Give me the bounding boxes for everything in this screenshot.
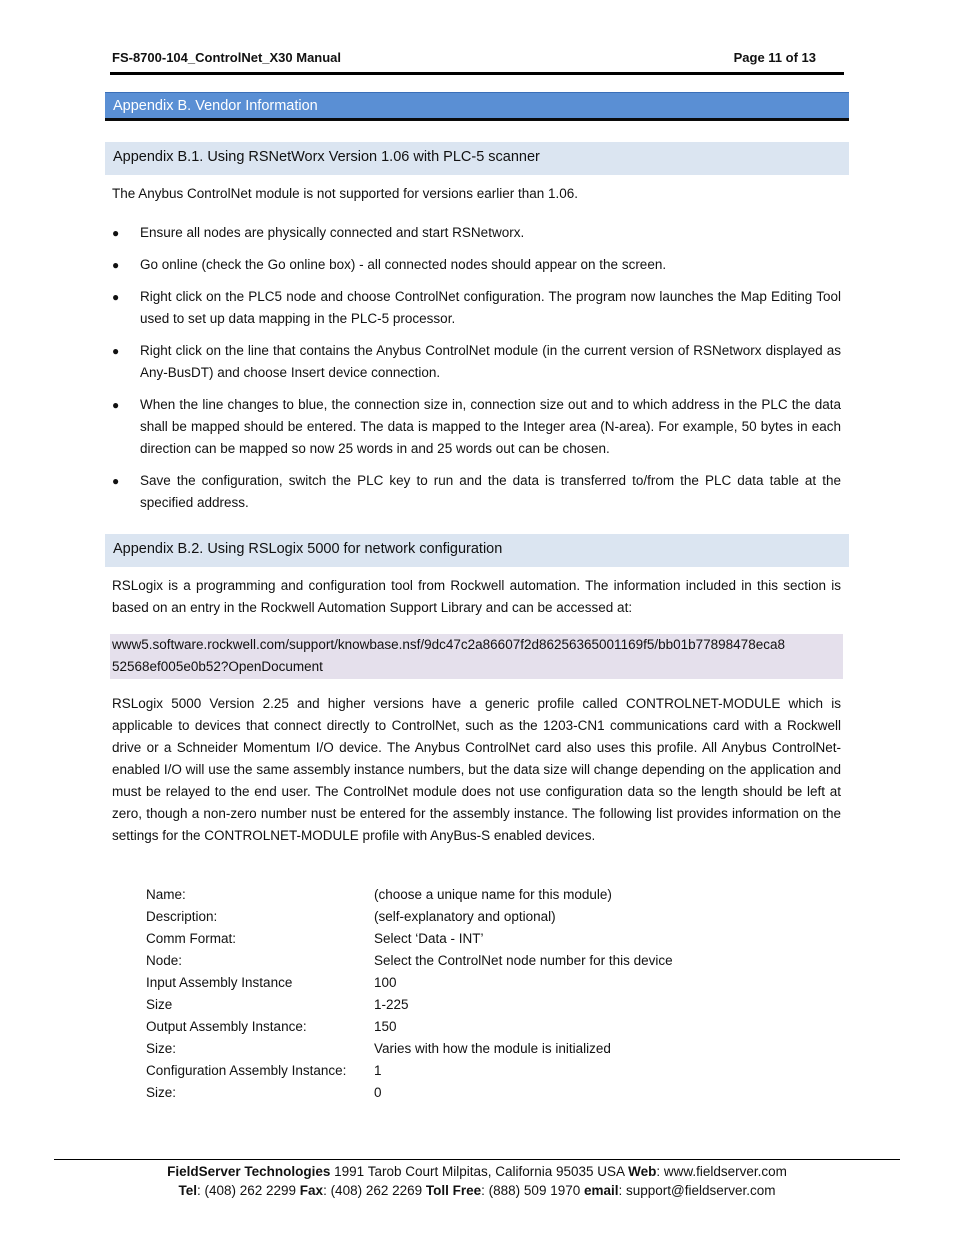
list-item: ● Ensure all nodes are physically connected and start RSNetworx.: [112, 222, 841, 244]
bullet-icon: ●: [112, 258, 120, 272]
footer-tel-label: Tel: [178, 1183, 197, 1198]
appendix-heading-text: Appendix B. Vendor Information: [113, 98, 318, 114]
bullet-icon: ●: [112, 290, 120, 304]
document-title: FS-8700-104_ControlNet_X30 Manual: [112, 50, 342, 65]
setting-key: Input Assembly Instance: [146, 975, 293, 990]
footer-fax-label: Fax: [299, 1183, 324, 1198]
footer-rule: [54, 1159, 900, 1160]
footer-tollfree-label: Toll Free: [425, 1183, 482, 1198]
footer-line-1: [0, 1162, 954, 1181]
section-b2-title: Appendix B.2. Using RSLogix 5000 for network configuration: [113, 541, 503, 557]
list-item: ● When the line changes to blue, the connection size in, connection size out and to which address in the PLC the data shall be mapped should be entered. The data is mapped to the Integer area (N-area). For example, 50 bytes in each direction can be mapped so now 25 words in and 25 words out can be chosen.: [112, 394, 841, 460]
bullet-icon: ●: [112, 474, 120, 488]
settings-row: [146, 1082, 673, 1104]
section-b2-body: RSLogix 5000 Version 2.25 and higher versions have a generic profile called CONTROLNET-MODULE which is applicable to devices that connect directly to ControlNet, such as the 1203-CN1 communications card with a Rockwell drive or a Schneider Momentum I/O device. The Anybus ControlNet card also uses this profile. All Anybus ControlNet-enabled I/O will use the same assembly instance numbers, but the data size will change depending on the application and must be relayed to the end user. The ControlNet module does not use configuration data so the length should be left at zero, though a non-zero number nust be entered for the assembly instance. The following list provides information on the settings for the CONTROLNET-MODULE profile with AnyBus-S enabled devices.: [112, 696, 841, 843]
bullet-icon: ●: [112, 226, 120, 240]
footer-email-label: email: [583, 1183, 619, 1198]
support-library-url[interactable]: [110, 634, 843, 679]
setting-key: Output Assembly Instance:: [146, 1019, 307, 1034]
settings-row: [146, 1038, 673, 1060]
profile-settings-list: [146, 884, 673, 1104]
setting-key: Size:: [146, 1085, 177, 1100]
bullet-icon: ●: [112, 344, 120, 358]
bullet-icon: ●: [112, 398, 120, 412]
setting-value: 1-225: [374, 997, 409, 1012]
settings-row: [146, 1016, 673, 1038]
page-header: [112, 50, 816, 65]
page-number: Page 11 of 13: [733, 50, 816, 65]
setting-key: Node:: [146, 953, 183, 968]
appendix-heading: [105, 92, 849, 121]
list-item: ● Save the configuration, switch the PLC key to run and the data is transferred to/from the PLC data table at the specified address.: [112, 470, 841, 514]
setting-key: Comm Format:: [146, 931, 237, 946]
section-b1-steps: [112, 222, 841, 524]
setting-value: 100: [374, 975, 397, 990]
settings-row: [146, 972, 673, 994]
setting-value: Select the ControlNet node number for this device: [374, 953, 673, 968]
settings-row: [146, 928, 673, 950]
url-line-1: www5.software.rockwell.com/support/knowbase.nsf/9dc47c2a86607f2d86256365001169f5/bb01b77898478eca8: [112, 637, 785, 652]
section-b1-intro: The Anybus ControlNet module is not supported for versions earlier than 1.06.: [112, 186, 579, 201]
setting-value: Varies with how the module is initialized: [374, 1041, 611, 1056]
footer-web-label: Web: [628, 1164, 657, 1179]
section-b1-heading: [105, 142, 849, 175]
setting-key: Size: [146, 997, 173, 1012]
footer-web-link[interactable]: : www.fieldserver.com: [656, 1164, 787, 1179]
setting-key: Configuration Assembly Instance:: [146, 1063, 347, 1078]
footer-email-link[interactable]: : support@fieldserver.com: [618, 1183, 776, 1198]
footer-tollfree-value: : (888) 509 1970: [481, 1183, 584, 1198]
setting-value: (choose a unique name for this module): [374, 887, 612, 902]
list-item: ● Right click on the PLC5 node and choose ControlNet configuration. The program now launches the Map Editing Tool used to set up data mapping in the PLC-5 processor.: [112, 286, 841, 330]
setting-key: Size:: [146, 1041, 177, 1056]
footer-address: 1991 Tarob Court Milpitas, California 95035 USA: [330, 1164, 629, 1179]
section-b2-heading: [105, 534, 849, 567]
section-b1-title: Appendix B.1. Using RSNetWorx Version 1.06 with PLC-5 scanner: [113, 149, 540, 165]
settings-row: [146, 950, 673, 972]
footer-company: FieldServer Technologies: [167, 1164, 331, 1179]
setting-value: 0: [374, 1085, 382, 1100]
list-item: ● Go online (check the Go online box) - all connected nodes should appear on the screen.: [112, 254, 841, 276]
section-b2-intro: RSLogix is a programming and configuration tool from Rockwell automation. The information included in this section is based on an entry in the Rockwell Automation Support Library and can be accessed at:: [112, 578, 841, 615]
setting-key: Description:: [146, 909, 218, 924]
footer-tel-value: : (408) 262 2299: [196, 1183, 300, 1198]
settings-row: [146, 906, 673, 928]
setting-value: Select ‘Data - INT’: [374, 931, 484, 946]
settings-row: [146, 994, 673, 1016]
footer-line-2: [0, 1181, 954, 1200]
footer-fax-value: : (408) 262 2269: [323, 1183, 426, 1198]
setting-value: (self-explanatory and optional): [374, 909, 556, 924]
settings-row: [146, 1060, 673, 1082]
setting-key: Name:: [146, 887, 186, 902]
settings-row: [146, 884, 673, 906]
setting-value: 1: [374, 1063, 382, 1078]
url-line-2: 52568ef005e0b52?OpenDocument: [112, 659, 323, 674]
setting-value: 150: [374, 1019, 397, 1034]
list-item: ● Right click on the line that contains the Anybus ControlNet module (in the current version of RSNetworx displayed as Any-BusDT) and choose Insert device connection.: [112, 340, 841, 384]
header-rule: [110, 72, 844, 75]
